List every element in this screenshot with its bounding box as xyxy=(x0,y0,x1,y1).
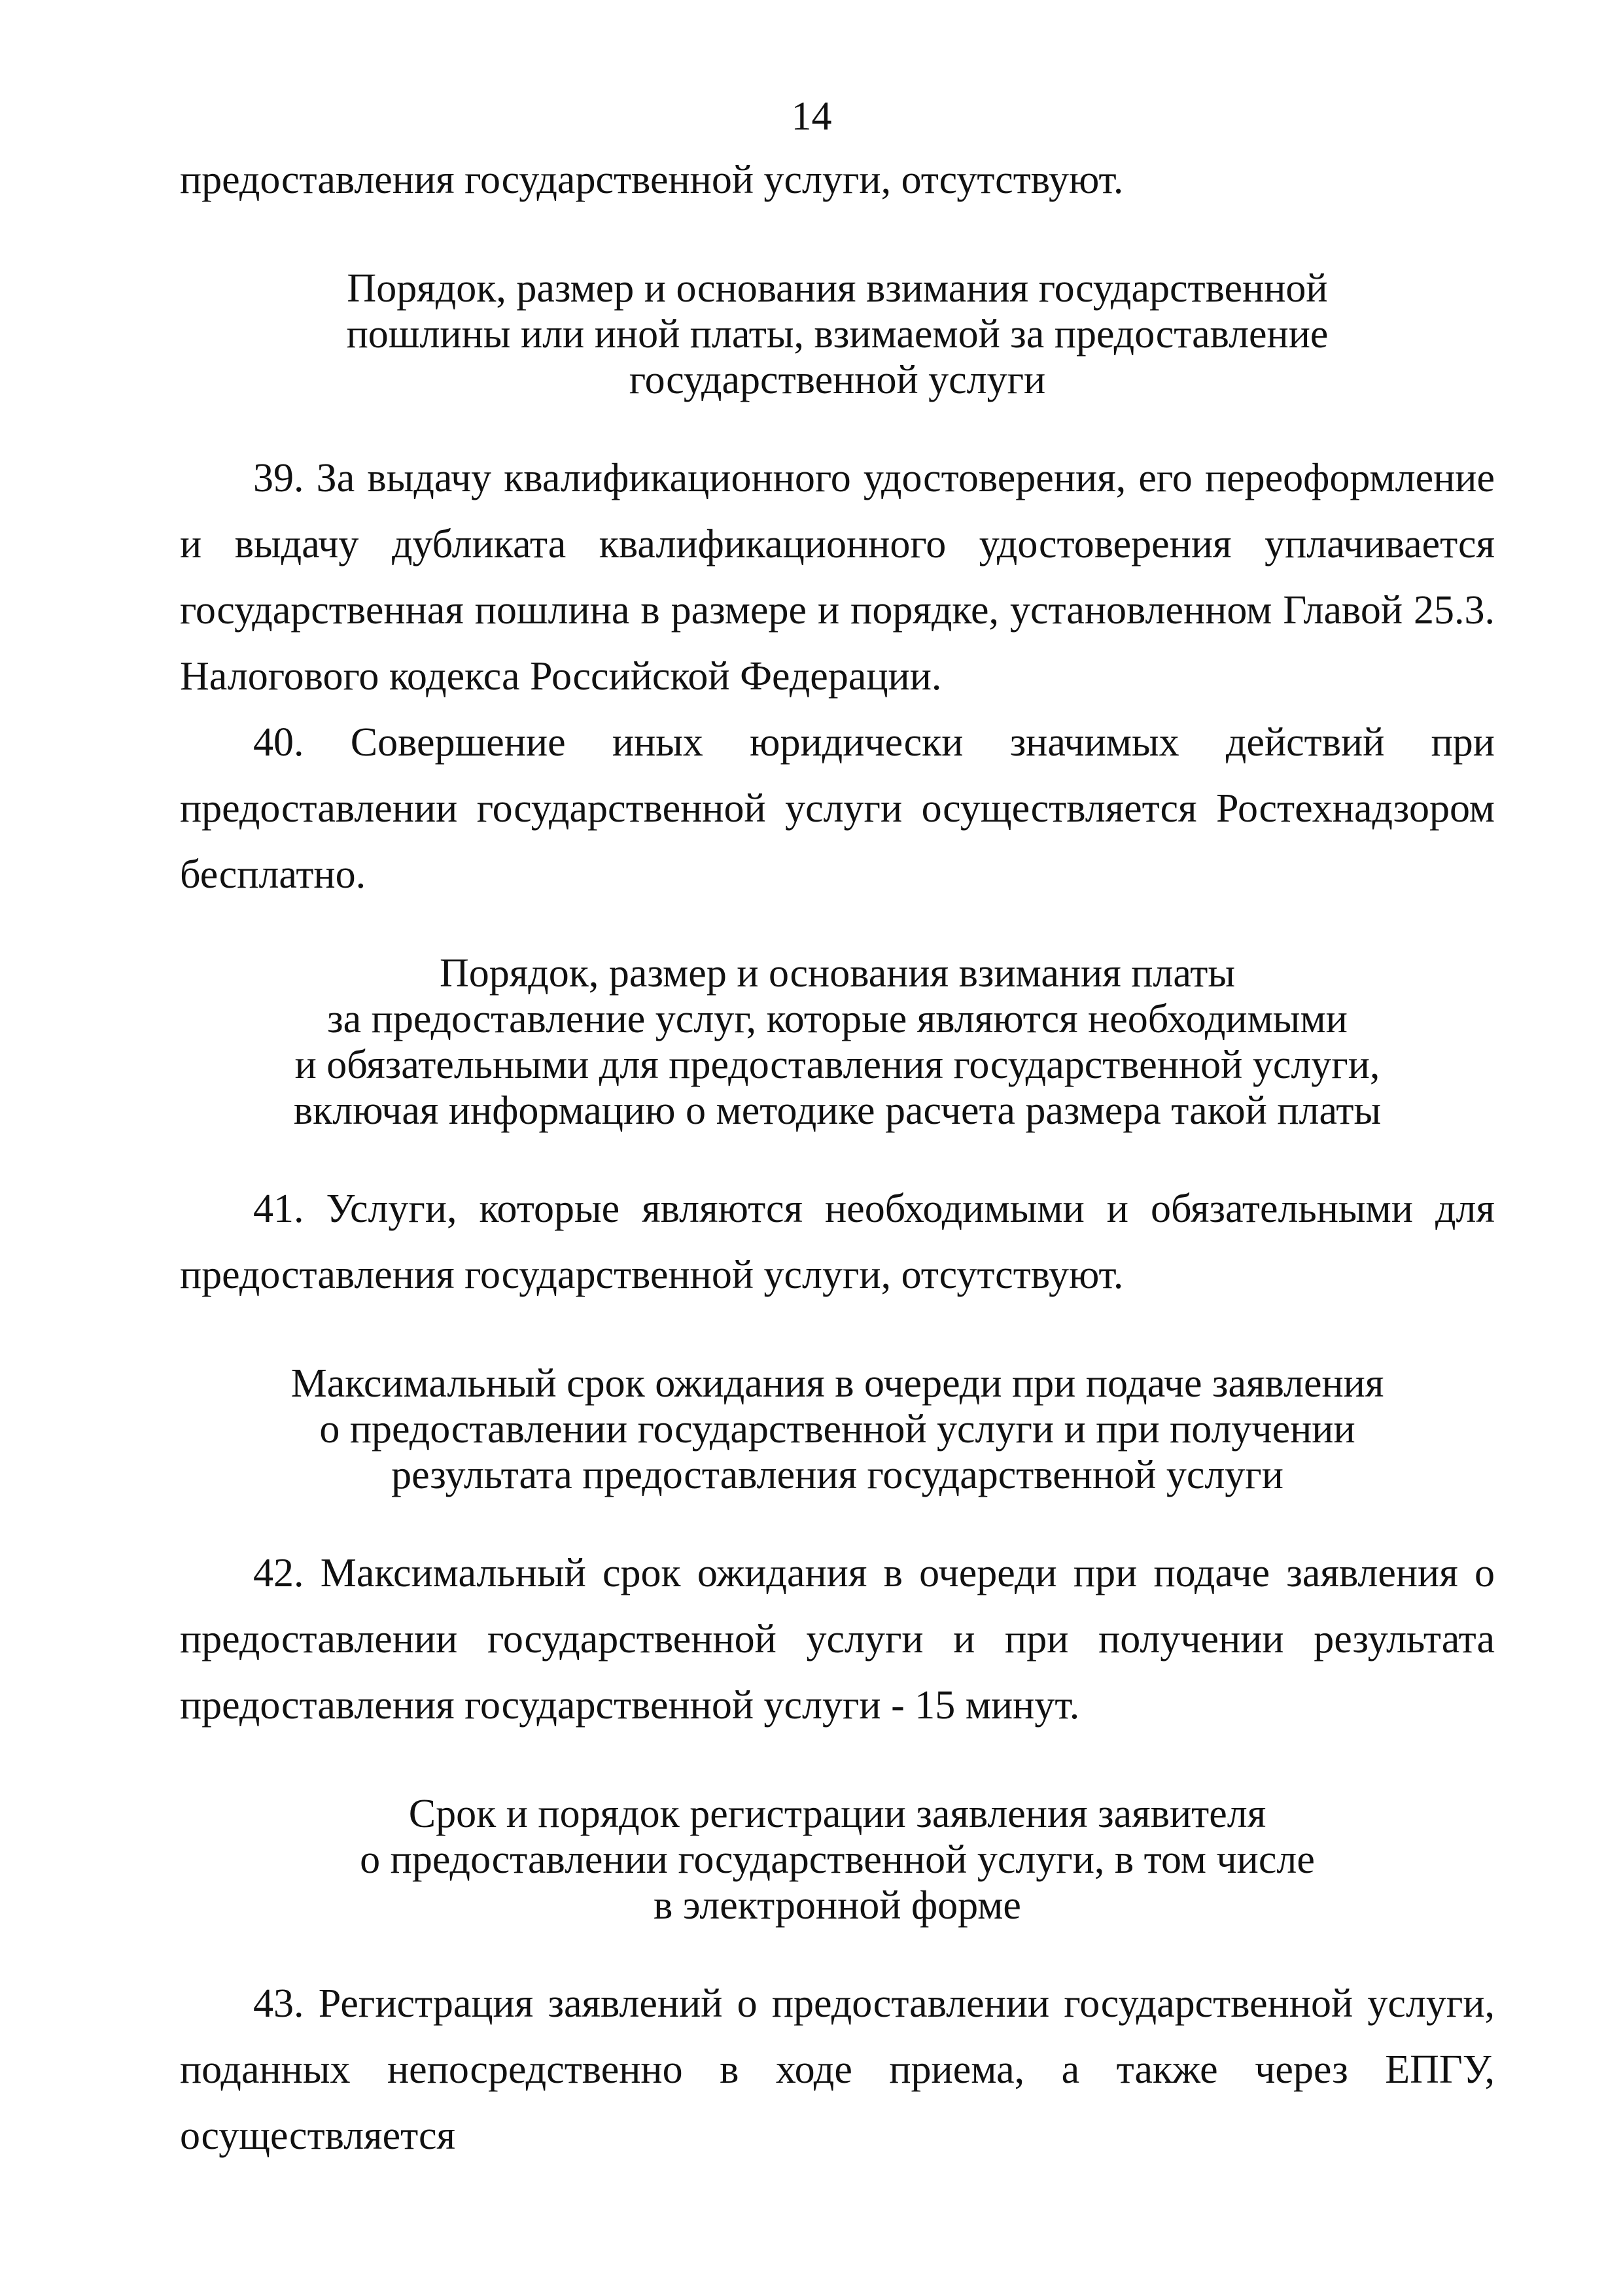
heading-line: результата предоставления государственной услуги xyxy=(391,1453,1283,1497)
heading-line: пошлины или иной платы, взимаемой за предоставление xyxy=(346,312,1329,357)
section-heading-fees xyxy=(180,266,1495,403)
heading-line: за предоставление услуг, которые являются необходимыми xyxy=(327,997,1348,1041)
paragraph-41: 41. Услуги, которые являются необходимыми и обязательными для предоставления государственной услуги, отсутствуют. xyxy=(180,1187,1495,1297)
paragraph-43: 43. Регистрация заявлений о предоставлении государственной услуги, поданных непосредственно в ходе приема, а также через ЕПГУ, осуществляется xyxy=(180,1981,1495,2158)
heading-line: Порядок, размер и основания взимания платы xyxy=(439,951,1236,996)
section-heading-registration xyxy=(180,1791,1495,1928)
heading-line: Срок и порядок регистрации заявления заявителя xyxy=(408,1792,1266,1836)
paragraph-42: 42. Максимальный срок ожидания в очереди при подаче заявления о предоставлении государственной услуги и при получении результата предоставления государственной услуги - 15 минут. xyxy=(180,1551,1495,1728)
document-body xyxy=(180,147,1495,2169)
heading-line: государственной услуги xyxy=(629,358,1046,402)
heading-line: включая информацию о методике расчета размера такой платы xyxy=(293,1088,1382,1133)
heading-line: в электронной форме xyxy=(654,1883,1021,1928)
heading-line: о предоставлении государственной услуги, в том числе xyxy=(360,1837,1315,1882)
paragraph-40: 40. Совершение иных юридически значимых действий при предоставлении государственной услуги осуществляется Ростехнадзором бесплатно. xyxy=(180,720,1495,897)
section-heading-queue-time xyxy=(180,1361,1495,1498)
heading-line: Максимальный срок ожидания в очереди при подаче заявления xyxy=(290,1361,1384,1406)
paragraph-39: 39. За выдачу квалификационного удостоверения, его переоформление и выдачу дубликата квалификационного удостоверения уплачивается государственная пошлина в размере и порядке, установленном Главой 25.3. Налогового кодекса Российской Федерации. xyxy=(180,456,1495,699)
page-number: 14 xyxy=(791,94,832,139)
heading-line: и обязательными для предоставления государственной услуги, xyxy=(294,1043,1380,1087)
section-heading-related-services xyxy=(180,950,1495,1134)
lead-paragraph: предоставления государственной услуги, отсутствуют. xyxy=(180,158,1124,202)
heading-line: Порядок, размер и основания взимания государственной xyxy=(347,266,1328,311)
heading-line: о предоставлении государственной услуги и при получении xyxy=(319,1407,1355,1452)
